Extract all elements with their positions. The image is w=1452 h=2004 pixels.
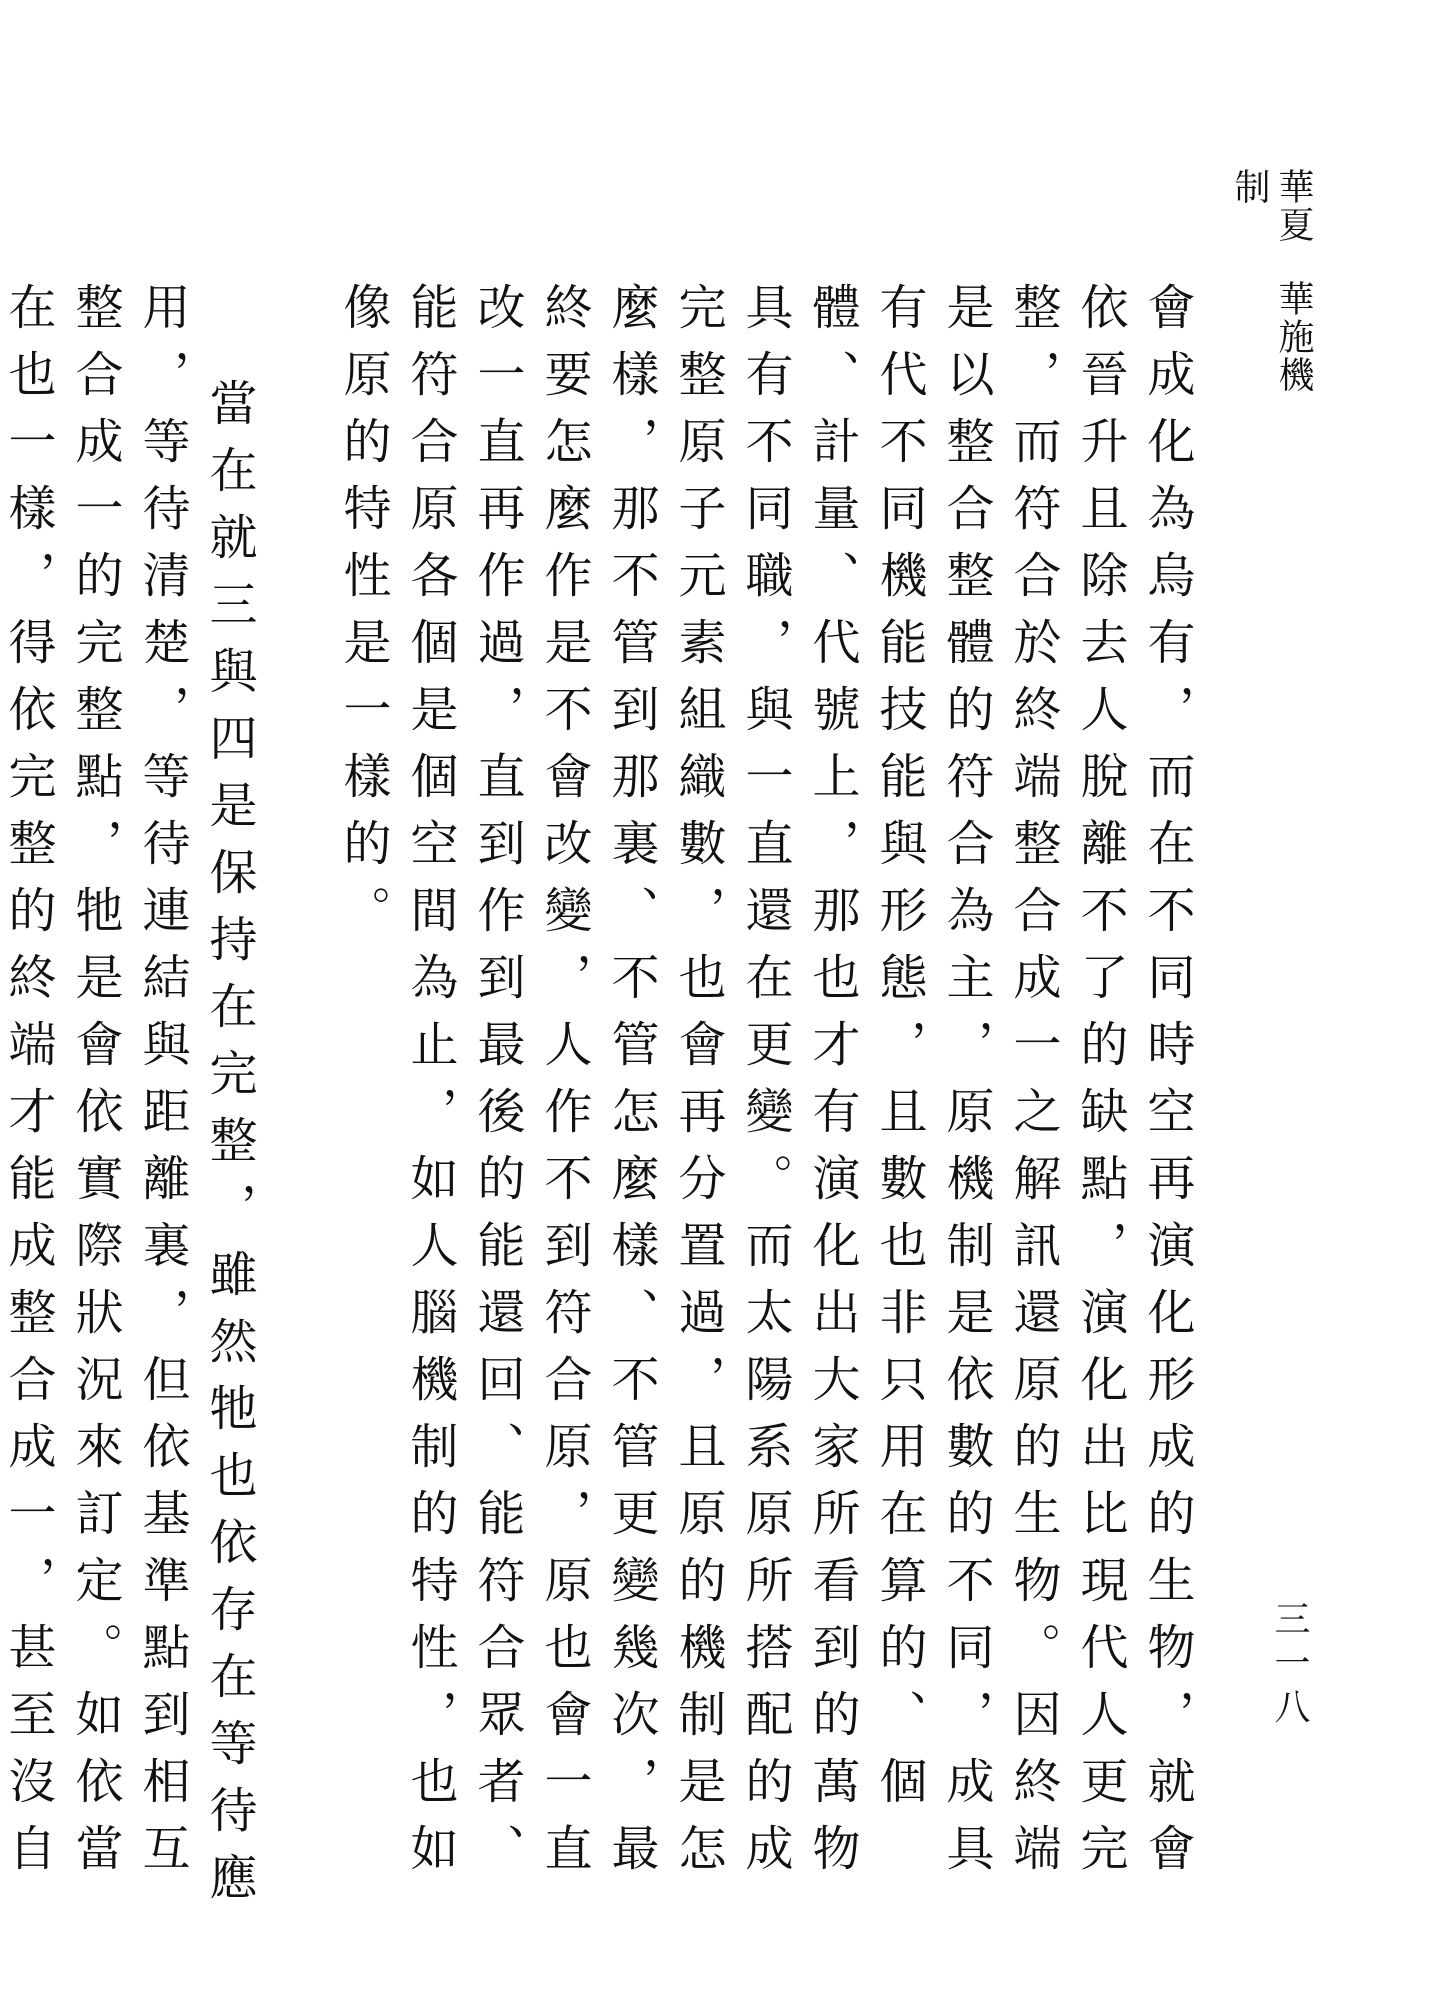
header-chapter-title: 華施機制	[1229, 168, 1314, 394]
paragraph: 會成化為烏有，而在不同時空再演化形成的生物，就會依晉升且除去人脫離不了的缺點，演化出比現代人更完整，而符合於終端整合成一之解訊還原的生物。因終端是以整合整體的符合為主，原機制是依數的不同，成具有代不同機能技能與形態，且數也非只用在算的、個體、計量、代號上，那也才有演化出大家所看到的萬物具有不同職，與一直還在更變。而太陽系原所搭配的成完整原子元素組織數，也會再分置過，且原的機制是怎麼樣，那不管到那裏、不管怎麼樣、不管更變幾次，最終要怎麼作是不會改變，人作不到符合原，原也會一直改一直再作過，直到作到最後的能還回、能符合眾者、能符合原各個是個空間為止，如人腦機制的特性，也如像原的特性是一樣的。	[335, 282, 1195, 1890]
page-number: 三一八	[1269, 1600, 1310, 1732]
paragraph: 當在就三與四是保持在完整，雖然牠也依存在等待應用，等待清楚，等待連結與距離裏，但依基準點到相互整合成一的完整點，牠是會依實際狀況來訂定。如依當在也一樣，得依完整的終端才能成整合成一，甚至沒自	[0, 282, 257, 1919]
body-text	[0, 282, 1200, 1922]
header-book-title: 華夏	[1273, 168, 1314, 244]
running-header	[1229, 168, 1315, 408]
